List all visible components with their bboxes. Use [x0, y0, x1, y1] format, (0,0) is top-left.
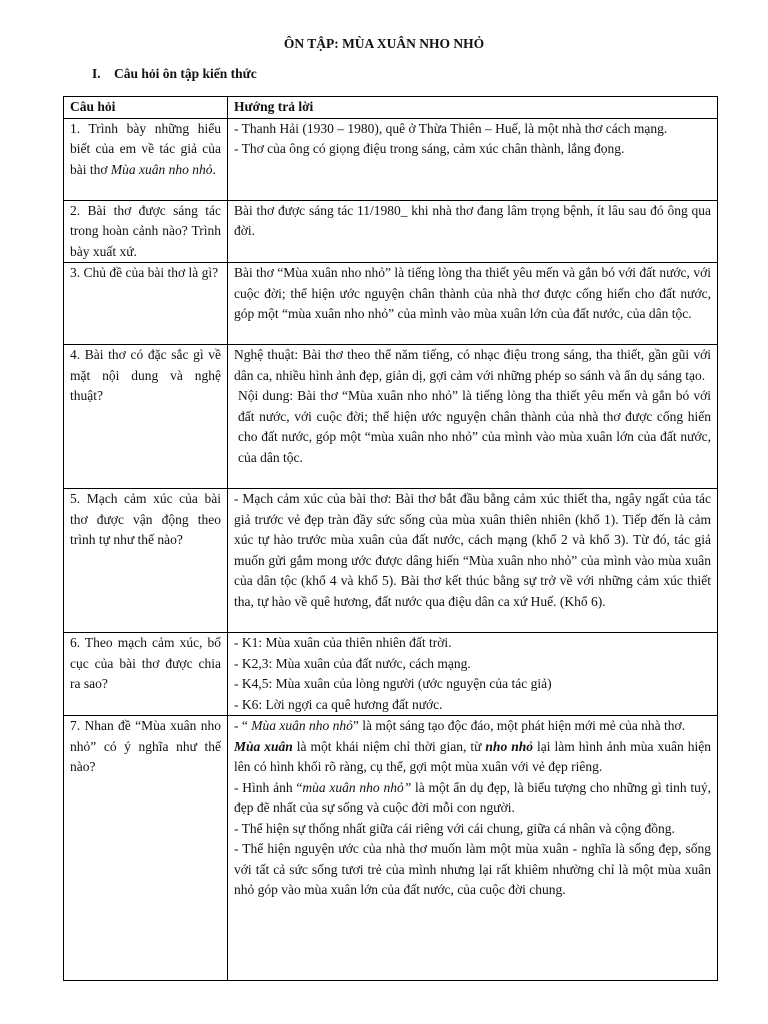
section-number: I.	[92, 66, 101, 81]
section-title: Câu hỏi ôn tập kiến thức	[114, 66, 257, 81]
answer-cell: - “ Mùa xuân nho nhỏ” là một sáng tạo độc đáo, một phát hiện mới mẻ của nhà thơ. Mùa xuân là một khái niệm chỉ thời gian, từ nho nhỏ lại làm hình ảnh mùa xuân hiện lên có hình khối rõ ràng, cụ thể, gợi một mùa xuân với vẻ đẹp riêng. - Hình ảnh “mùa xuân nho nhỏ” là một ẩn dụ đẹp, là biểu tượng cho những gì tinh tuý, đẹp đẽ nhất của sự sống và cuộc đời mỗi con người. - Thể hiện sự thống nhất giữa cái riêng với cái chung, giữa cá nhân và cộng đồng. - Thể hiện nguyện ước của nhà thơ muốn làm một mùa xuân - nghĩa là sống đẹp, sống với tất cả sức sống tươi trẻ của mình nhưng lại rất khiêm nhường chỉ là một mùa xuân nhỏ góp vào mùa xuân lớn của đất nước, của cuộc đời chung.	[228, 716, 718, 981]
table-header-row	[64, 97, 718, 119]
document-title: ÔN TẬP: MÙA XUÂN NHO NHỎ	[283, 36, 485, 51]
question-cell: 4. Bài thơ có đặc sắc gì về mặt nội dung và nghệ thuật?	[64, 345, 228, 489]
question-cell: 3. Chủ đề của bài thơ là gì?	[64, 263, 228, 345]
table-row	[64, 200, 718, 263]
poem-title: Mùa xuân nho nhỏ	[110, 161, 213, 177]
answer-cell: Bài thơ được sáng tác 11/1980_ khi nhà thơ đang lâm trọng bệnh, ít lâu sau đó ông qua đời.	[228, 200, 718, 263]
question-cell: 2. Bài thơ được sáng tác trong hoàn cảnh nào? Trình bày xuất xứ.	[64, 200, 228, 263]
review-table	[63, 96, 718, 981]
table-row	[64, 489, 718, 633]
question-cell: 7. Nhan đề “Mùa xuân nho nhỏ” có ý nghĩa như thế nào?	[64, 716, 228, 981]
table-row	[64, 263, 718, 345]
table-row	[64, 633, 718, 716]
table-row	[64, 716, 718, 981]
question-cell: 6. Theo mạch cảm xúc, bố cục của bài thơ được chia ra sao?	[64, 633, 228, 716]
header-answer: Hướng trả lời	[228, 97, 718, 119]
question-cell: 5. Mạch cảm xúc của bài thơ được vận động theo trình tự như thế nào?	[64, 489, 228, 633]
answer-cell: - Mạch cảm xúc của bài thơ: Bài thơ bắt đầu bằng cảm xúc thiết tha, ngây ngất của tác giả trước vẻ đẹp tràn đầy sức sống của mùa xuân thiên nhiên (khổ 1). Tiếp đến là cảm xúc tự hào trước mùa xuân của đất nước, cách mạng (khổ 2 và khổ 3). Từ đó, tác giả muốn gửi gắm mong ước được dâng hiến “Mùa xuân nho nhỏ” của mình vào mùa xuân của dân tộc (khổ 4 và khổ 5). Bài thơ kết thúc bằng sự trở về với những cảm xúc thiết tha, tự hào về quê hương, đất nước qua điệu dân ca xứ Huế. (Khổ 6).	[228, 489, 718, 633]
section-heading	[92, 66, 257, 82]
answer-cell: Bài thơ “Mùa xuân nho nhỏ” là tiếng lòng tha thiết yêu mến và gắn bó với đất nước, với cuộc đời; thể hiện ước nguyện chân thành của nhà thơ được cống hiến cho đất nước, góp một “mùa xuân nho nhỏ” của mình vào mùa xuân lớn của đất nước, của dân tộc.	[228, 263, 718, 345]
table-row	[64, 345, 718, 489]
header-question: Câu hỏi	[64, 97, 228, 119]
answer-cell: - Thanh Hải (1930 – 1980), quê ở Thừa Thiên – Huế, là một nhà thơ cách mạng. - Thơ của ông có giọng điệu trong sáng, cảm xúc chân thành, lắng đọng.	[228, 118, 718, 200]
answer-cell: - K1: Mùa xuân của thiên nhiên đất trời. - K2,3: Mùa xuân của đất nước, cách mạng. - K4,5: Mùa xuân của lòng người (ước nguyện của tác giả) - K6: Lời ngợi ca quê hương đất nước.	[228, 633, 718, 716]
question-cell: 1. Trình bày những hiểu biết của em về tác giả của bài thơ Mùa xuân nho nhỏ.	[64, 118, 228, 200]
answer-cell: Nghệ thuật: Bài thơ theo thể năm tiếng, có nhạc điệu trong sáng, tha thiết, gần gũi với dân ca, nhiều hình ảnh đẹp, giản dị, gợi cảm với những phép so sánh và ẩn dụ sáng tạo. Nội dung: Bài thơ “Mùa xuân nho nhỏ” là tiếng lòng tha thiết yêu mến và gắn bó với đất nước, với cuộc đời; thể hiện ước nguyện chân thành của nhà thơ được cống hiến cho đất nước, góp một “mùa xuân nho nhỏ” của mình vào mùa xuân lớn của đất nước, của dân tộc.	[228, 345, 718, 489]
table-row	[64, 118, 718, 200]
